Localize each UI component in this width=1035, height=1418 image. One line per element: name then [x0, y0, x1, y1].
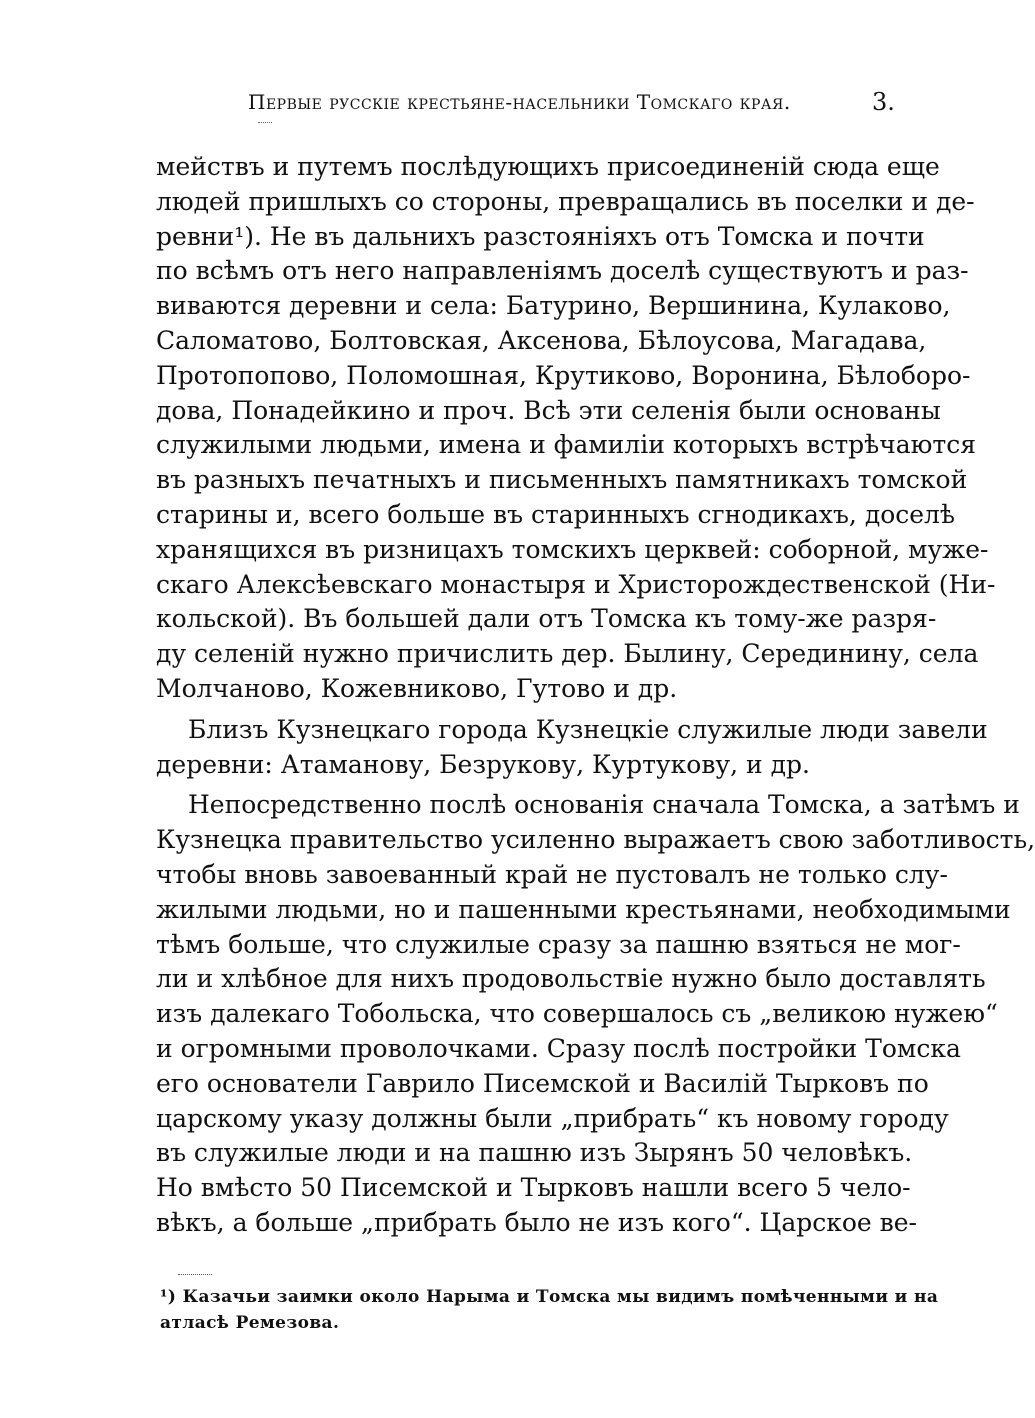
- text-line: въ служилые люди и на пашню изъ Зырянъ 50 человѣкъ.: [156, 1138, 913, 1168]
- text-line: старины и, всего больше въ старинныхъ сгнодикахъ, доселѣ: [156, 499, 956, 529]
- text-line: виваются деревни и села: Батурино, Вершинина, Кулаково,: [156, 291, 951, 321]
- text-line: ду селеній нужно причислить дер. Былину, Серединину, села: [156, 639, 979, 669]
- page-number: 3.: [872, 88, 895, 116]
- text-line: тѣмъ больше, что служилые сразу за пашню взяться не мог-: [156, 929, 961, 959]
- text-line: скаго Алексѣевскаго монастыря и Христорождественской (Ни-: [156, 569, 996, 599]
- footnotes: [160, 1284, 939, 1336]
- footnote-line: ¹) Казачьи заимки около Нарыма и Томска мы видимъ помѣченными и на: [160, 1287, 939, 1307]
- text-line: людей пришлыхъ со стороны, превращались въ поселки и де-: [156, 186, 975, 216]
- text-line: служилыми людьми, имена и фамиліи которыхъ встрѣчаются: [156, 430, 977, 460]
- text-line: вѣкъ, а больше „прибрать было не изъ кого“. Царское ве-: [156, 1207, 917, 1237]
- text-line: и огромными проволочками. Сразу послѣ постройки Томска: [156, 1033, 961, 1063]
- text-line: Протопопово, Поломошная, Крутиково, Воронина, Бѣлоборо-: [156, 360, 971, 390]
- text-line: Близъ Кузнецкаго города Кузнецкіе служилые люди завели: [188, 714, 988, 744]
- footnote-divider: [178, 1274, 212, 1275]
- text-line: ревни¹). Не въ дальнихъ разстояніяхъ отъ Томска и почти: [156, 221, 925, 251]
- text-line: его основатели Гаврило Писемской и Василій Тырковъ по: [156, 1068, 929, 1098]
- text-line: изъ далекаго Тобольска, что совершалось съ „великою нужею“: [156, 999, 998, 1029]
- text-line: мействъ и путемъ послѣдующихъ присоединеній сюда еще: [156, 152, 940, 181]
- text-line: чтобы вновь завоеванный край не пустовалъ не только слу-: [156, 859, 948, 889]
- text-line: Но вмѣсто 50 Писемской и Тырковъ нашли всего 5 чело-: [156, 1173, 911, 1203]
- text-line: Саломатово, Болтовская, Аксенова, Бѣлоусова, Магадава,: [156, 325, 927, 355]
- text-line: деревни: Атаманову, Безрукову, Куртукову, и др.: [156, 749, 810, 779]
- text-line: Непосредственно послѣ основанія сначала Томска, а затѣмъ и: [188, 790, 1020, 820]
- text-line: царскому указу должны были „прибрать“ къ новому городу: [156, 1103, 949, 1133]
- text-line: хранящихся въ ризницахъ томскихъ церквей: соборной, муже-: [156, 534, 989, 564]
- footnote-line: атласѣ Ремезова.: [160, 1313, 340, 1333]
- text-line: ли и хлѣбное для нихъ продовольствіе нужно было доставлять: [156, 964, 986, 994]
- text-line: кольской). Въ большей дали отъ Томска къ тому-же разря-: [156, 604, 937, 634]
- text-line: Молчаново, Кожевниково, Гутово и др.: [156, 673, 678, 703]
- text-line: Кузнецка правительство усиленно выражаетъ свою заботливость,: [156, 825, 1035, 855]
- body-text: [156, 150, 1035, 1241]
- running-title: Первые русскіе крестьяне-насельники Томскаго края.: [248, 90, 791, 114]
- header-divider: [258, 122, 272, 123]
- text-line: жилыми людьми, но и пашенными крестьянами, необходимыми: [156, 894, 1011, 924]
- text-line: въ разныхъ печатныхъ и письменныхъ памятникахъ томской: [156, 465, 968, 495]
- text-line: по всѣмъ отъ него направленіямъ доселѣ существуютъ и раз-: [156, 256, 969, 286]
- text-line: дова, Понадейкино и проч. Всѣ эти селенія были основаны: [156, 395, 941, 425]
